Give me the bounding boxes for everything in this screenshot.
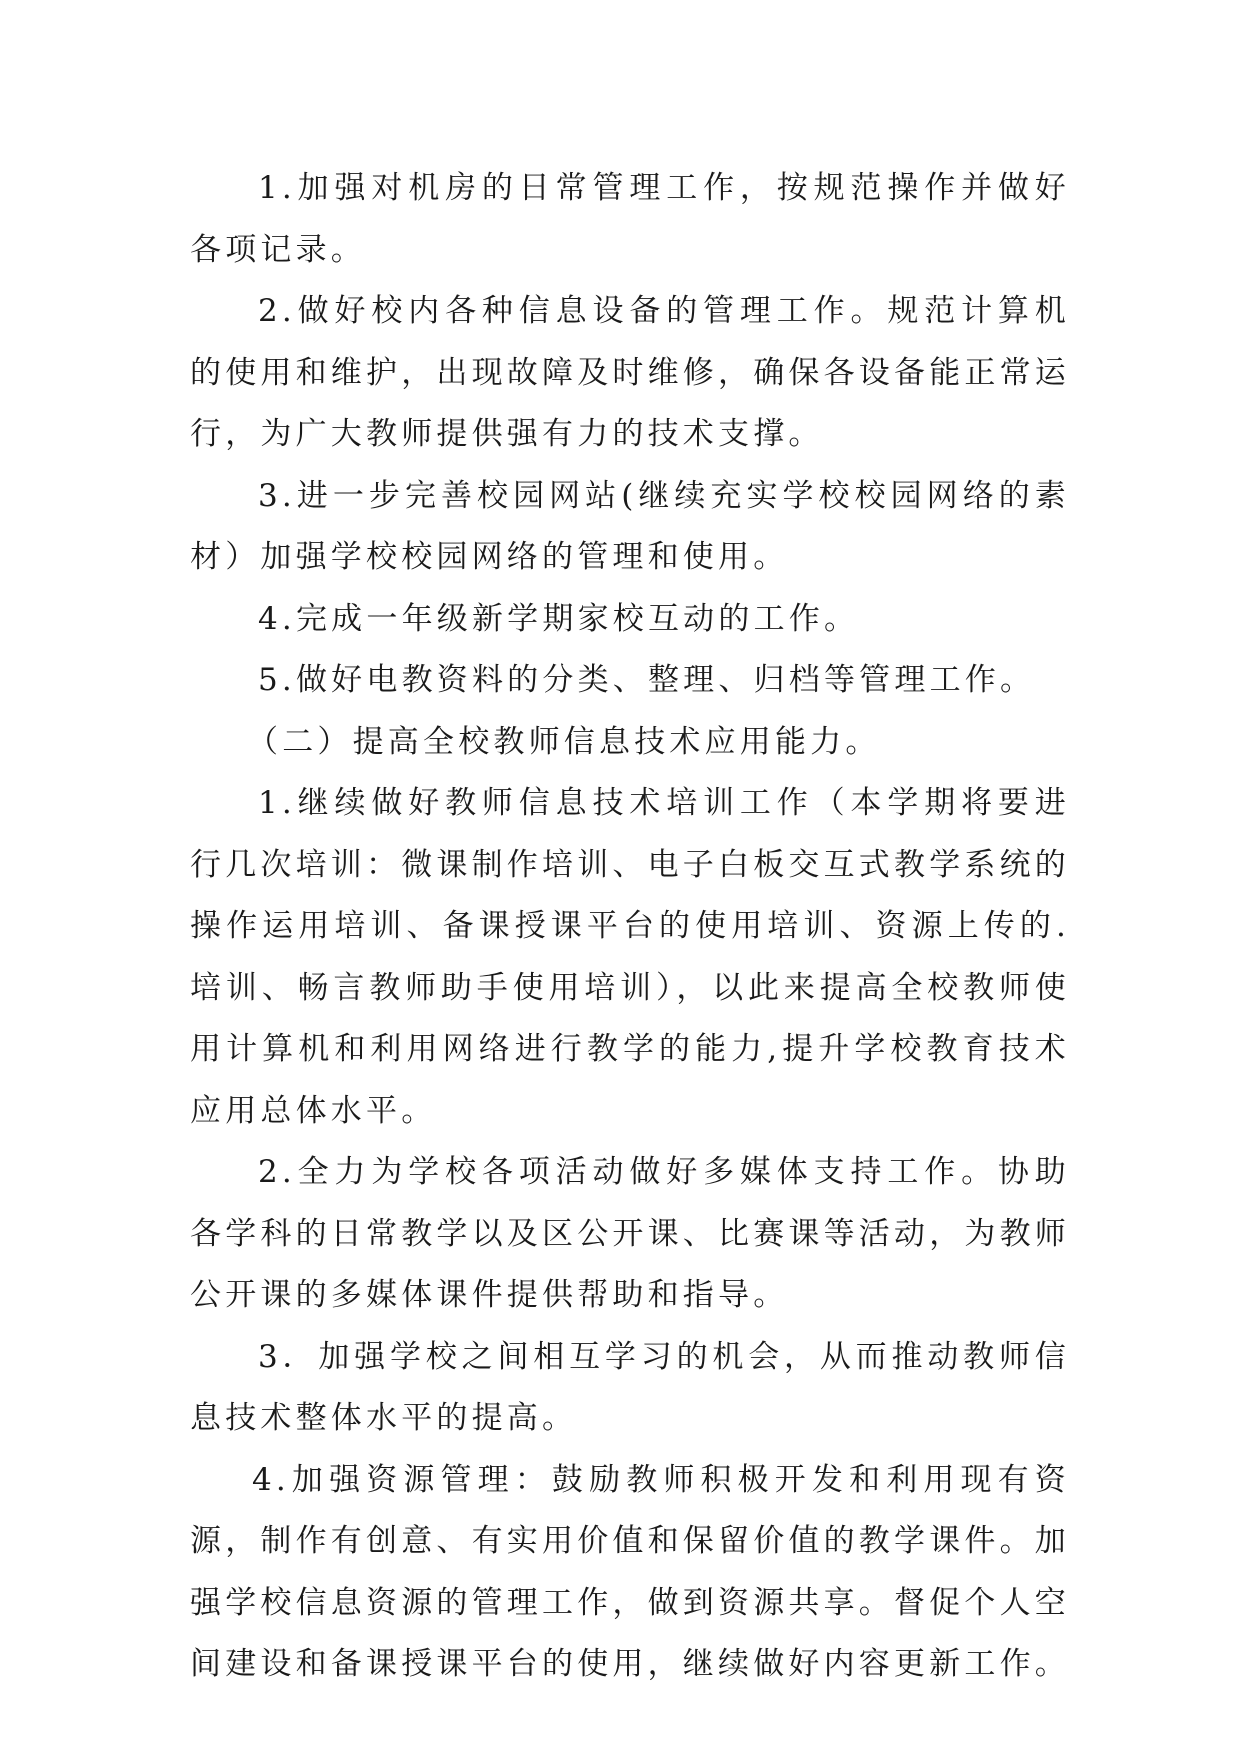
section-heading-2: （二）提高全校教师信息技术应用能力。 bbox=[247, 723, 881, 760]
document-body bbox=[190, 158, 1070, 1696]
paragraph-item-2: 2.做好校内各种信息设备的管理工作。规范计算机的使用和维护，出现故障及时维修，确保各设备能正常运行，为广大教师提供强有力的技术支撑。 bbox=[190, 293, 1070, 452]
paragraph-item-3: 3.进一步完善校园网站(继续充实学校校园网络的素材）加强学校校园网络的管理和使用。 bbox=[190, 477, 1070, 575]
paragraph-item-1: 1.加强对机房的日常管理工作，按规范操作并做好各项记录。 bbox=[190, 170, 1070, 268]
paragraph-item-7: 2.全力为学校各项活动做好多媒体支持工作。协助各学科的日常教学以及区公开课、比赛课等活动，为教师公开课的多媒体课件提供帮助和指导。 bbox=[190, 1154, 1070, 1313]
paragraph-item-9: 4.加强资源管理：鼓励教师积极开发和利用现有资源，制作有创意、有实用价值和保留价值的教学课件。加强学校信息资源的管理工作，做到资源共享。督促个人空间建设和备课授课平台的使用，继续做好内容更新工作。 bbox=[190, 1461, 1070, 1682]
paragraph-item-8: 3．加强学校之间相互学习的机会，从而推动教师信息技术整体水平的提高。 bbox=[190, 1338, 1070, 1436]
paragraph-item-4: 4.完成一年级新学期家校互动的工作。 bbox=[258, 600, 860, 637]
paragraph-item-5: 5.做好电教资料的分类、整理、归档等管理工作。 bbox=[258, 662, 1036, 698]
paragraph-item-6: 1.继续做好教师信息技术培训工作（本学期将要进行几次培训：微课制作培训、电子白板交互式教学系统的操作运用培训、备课授课平台的使用培训、资源上传的.培训、畅言教师助手使用培训），以此来提高全校教师使用计算机和利用网络进行教学的能力,提升学校教育技术应用总体水平。 bbox=[190, 785, 1070, 1129]
